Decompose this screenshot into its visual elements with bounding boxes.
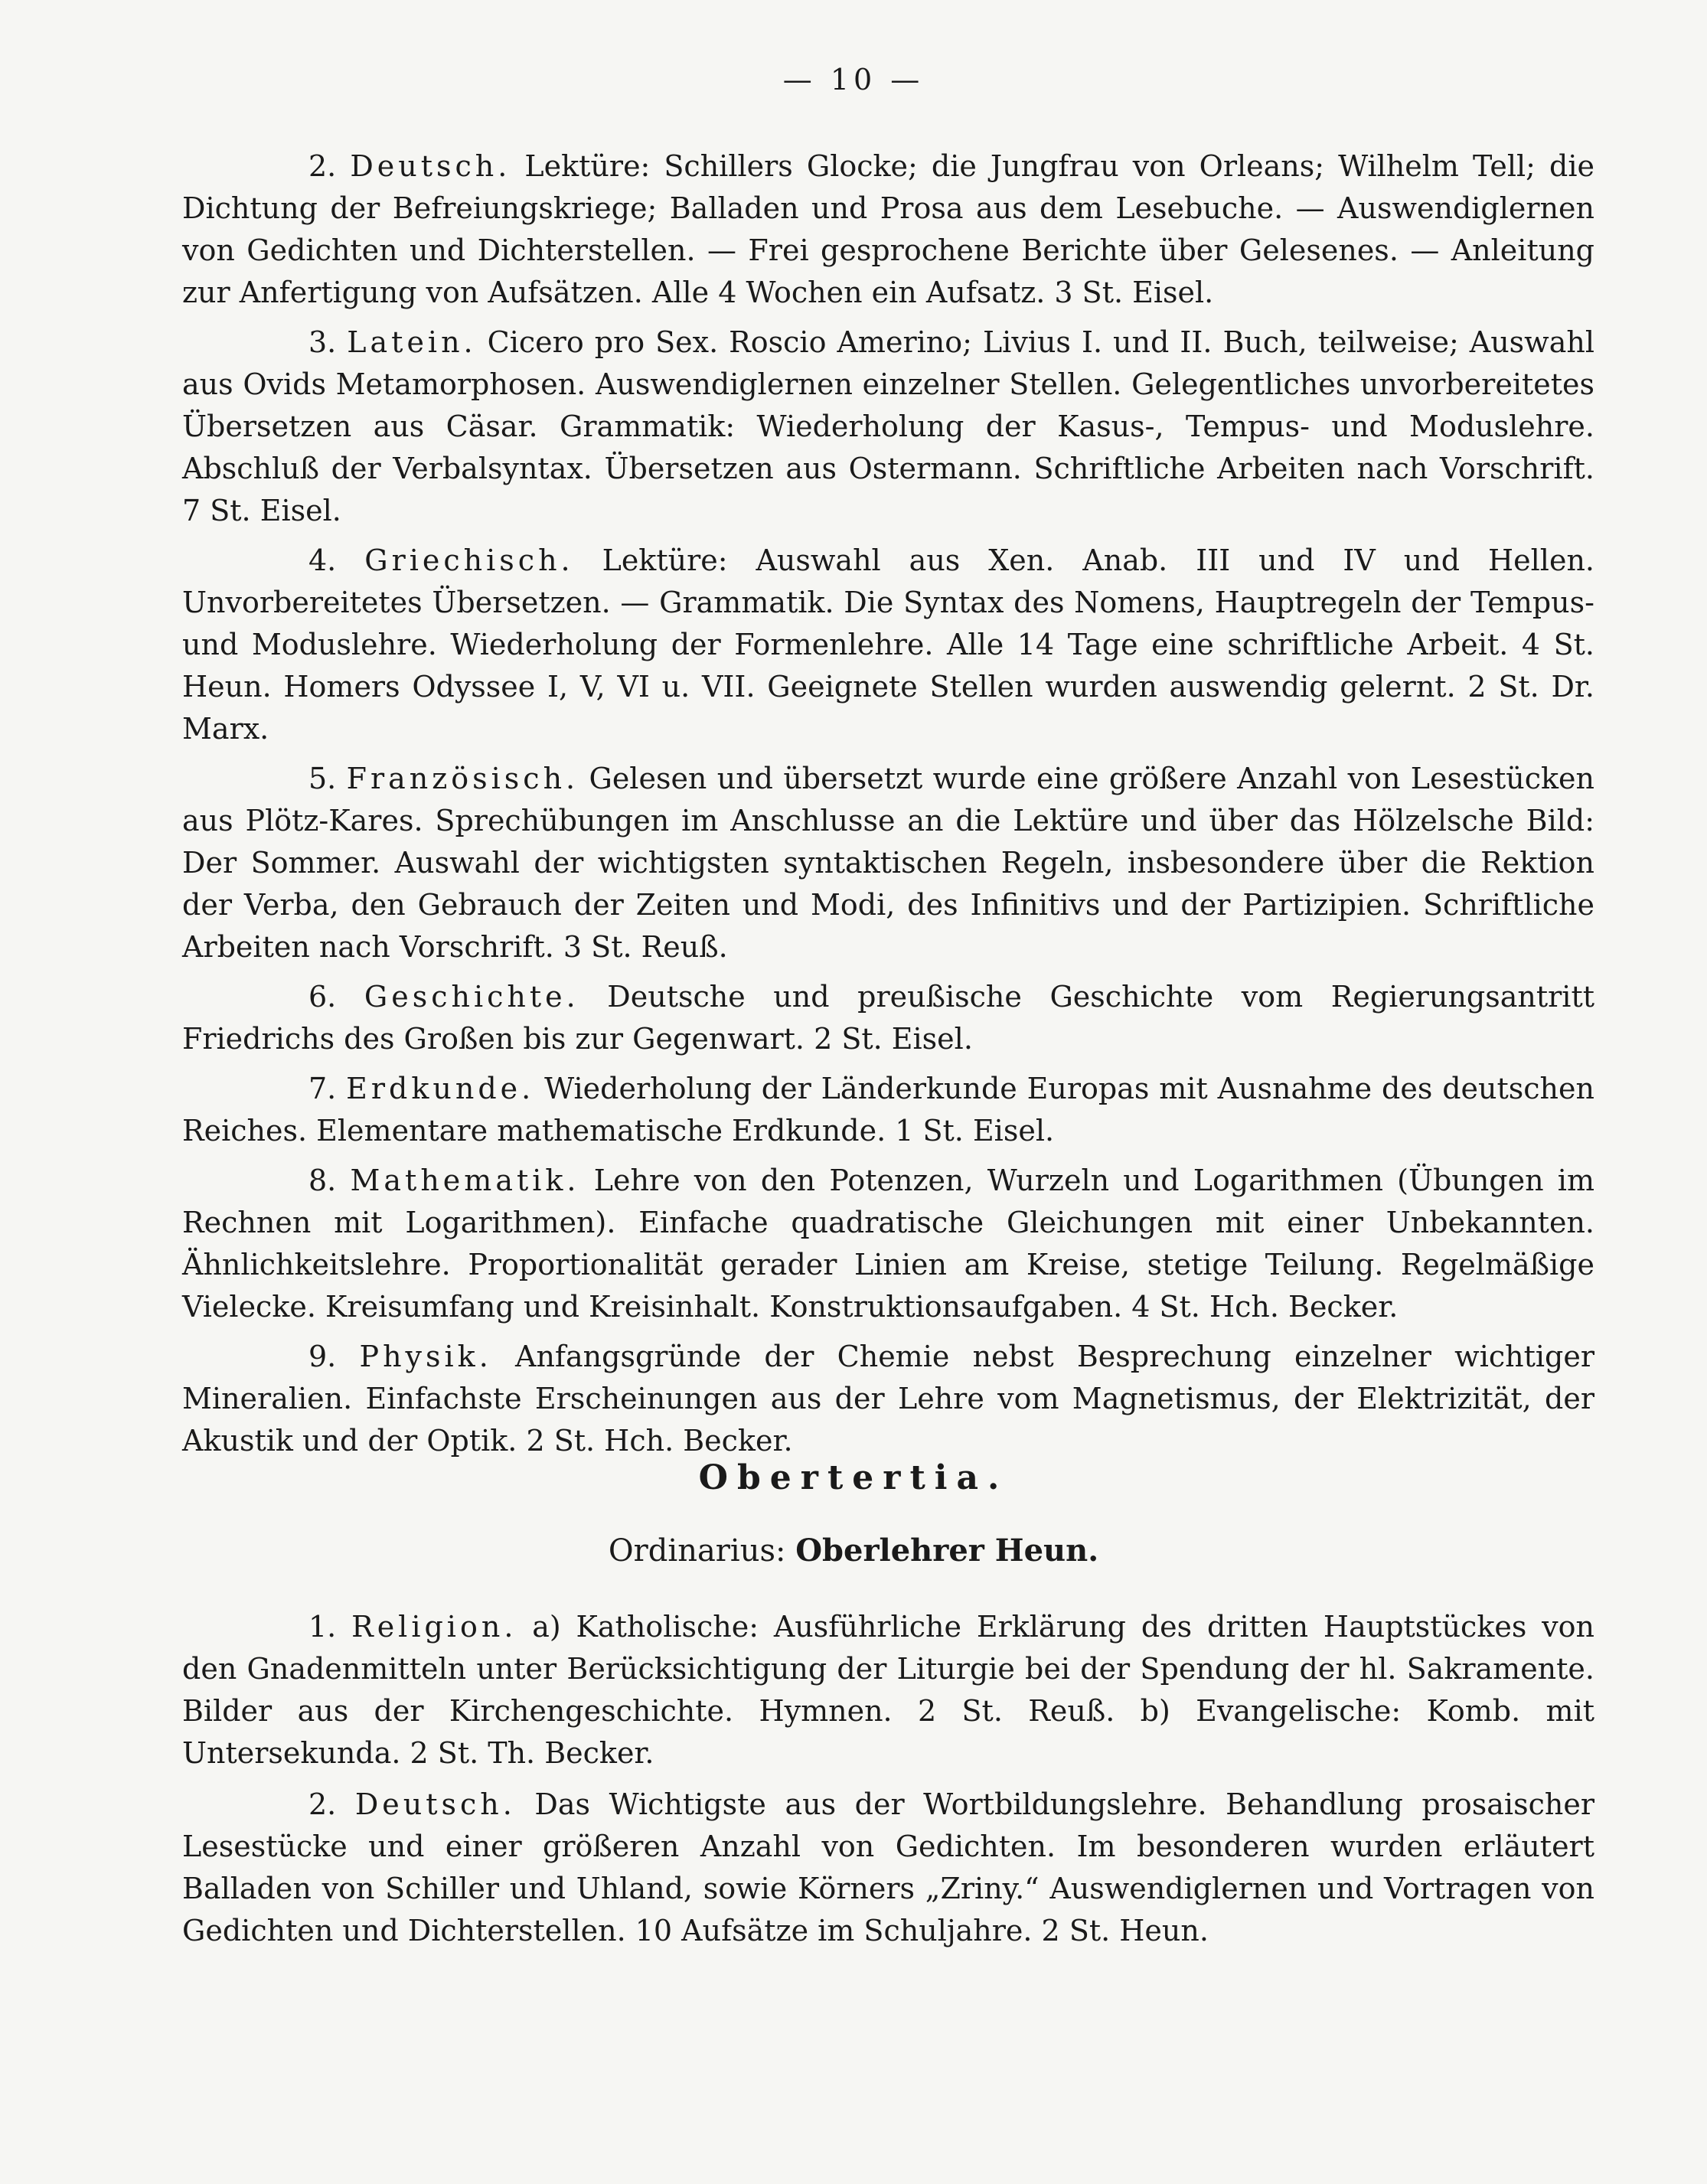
subject-number: 3.	[308, 325, 348, 359]
subject-number: 4.	[308, 544, 365, 577]
subject-text: Anfangsgründe der Chemie nebst Besprechung einzelner wichtiger Mineralien. Einfachste Erscheinungen aus der Lehre vom Magnetismus, der Elektrizität, der Akustik und der Optik. 2 St. Hch. Becker.	[182, 1340, 1594, 1458]
ordinarius-line	[0, 1533, 1707, 1569]
section-title: Obertertia.	[698, 1458, 1009, 1497]
subject-text: Lektüre: Schillers Glocke; die Jungfrau von Orleans; Wilhelm Tell; die Dichtung der Befreiungskriege; Balladen und Prosa aus dem Lesebuche. — Auswendiglernen von Gedichten und Dichterstellen. — Frei gesprochene Berichte über Gelesenes. — Anleitung zur Anfertigung von Aufsätzen. Alle 4 Wochen ein Aufsatz. 3 St. Eisel.	[182, 149, 1594, 309]
subject-number: 7.	[308, 1072, 347, 1105]
subject-paragraph	[182, 1336, 1594, 1462]
subject-paragraph	[182, 1160, 1594, 1328]
subject-name: Geschichte.	[364, 980, 579, 1014]
subject-number: 6.	[308, 980, 364, 1014]
subject-name: Mathematik.	[350, 1164, 580, 1197]
subject-number: 5.	[308, 762, 347, 795]
subject-name: Deutsch.	[354, 1787, 516, 1821]
subject-number: 8.	[308, 1164, 351, 1197]
subject-text: a) Katholische: Ausführliche Erklärung des dritten Hauptstückes von den Gnadenmitteln unter Berücksichtigung der Liturgie bei der Spendung der hl. Sakramente. Bilder aus der Kirchengeschichte. Hymnen. 2 St. Reuß. b) Evangelische: Komb. mit Untersekunda. 2 St. Th. Becker.	[182, 1610, 1594, 1770]
subject-name: Religion.	[351, 1610, 517, 1644]
subject-text: Wiederholung der Länderkunde Europas mit Ausnahme des deutschen Reiches. Elementare mathematische Erdkunde. 1 St. Eisel.	[182, 1072, 1594, 1147]
lower-subject-list	[182, 1606, 1594, 1952]
subject-name: Französisch.	[346, 762, 579, 795]
subject-paragraph	[182, 758, 1594, 968]
subject-name: Deutsch.	[350, 149, 511, 183]
subject-name: Latein.	[347, 325, 477, 359]
ordinarius-label: Ordinarius:	[608, 1533, 786, 1569]
ordinarius-name: Oberlehrer Heun.	[795, 1533, 1099, 1569]
subject-number: 1.	[308, 1610, 352, 1644]
subject-name: Erdkunde.	[346, 1072, 535, 1105]
subject-text: Gelesen und übersetzt wurde eine größere Anzahl von Lesestücken aus Plötz-Kares. Sprechübungen im Anschlusse an die Lektüre und über das Hölzelsche Bild: Der Sommer. Auswahl der wichtigsten syntaktischen Regeln, insbesondere über die Rektion der Verba, den Gebrauch der Zeiten und Modi, des Infinitivs und der Partizipien. Schriftliche Arbeiten nach Vorschrift. 3 St. Reuß.	[182, 762, 1594, 964]
subject-text: Deutsche und preußische Geschichte vom Regierungsantritt Friedrichs des Großen bis zur Gegenwart. 2 St. Eisel.	[182, 980, 1594, 1056]
subject-paragraph	[182, 540, 1594, 750]
page-number: — 10 —	[782, 63, 925, 96]
subject-number: 9.	[308, 1340, 360, 1373]
subject-name: Griechisch.	[364, 544, 574, 577]
subject-text: Das Wichtigste aus der Wortbildungslehre. Behandlung prosaischer Lesestücke und einer größeren Anzahl von Gedichten. Im besonderen wurden erläutert Balladen von Schiller und Uhland, sowie Körners „Zriny.“ Auswendiglernen und Vortragen von Gedichten und Dichterstellen. 10 Aufsätze im Schuljahre. 2 St. Heun.	[182, 1787, 1594, 1947]
subject-paragraph	[182, 976, 1594, 1060]
subject-text: Lehre von den Potenzen, Wurzeln und Logarithmen (Übungen im Rechnen mit Logarithmen). Einfache quadratische Gleichungen mit einer Unbekannten. Ähnlichkeitslehre. Proportionalität gerader Linien am Kreise, stetige Teilung. Regelmäßige Vielecke. Kreisumfang und Kreisinhalt. Konstruktionsaufgaben. 4 St. Hch. Becker.	[182, 1164, 1594, 1324]
subject-number: 2.	[308, 1787, 355, 1821]
subject-paragraph	[182, 145, 1594, 314]
upper-subject-list	[182, 145, 1594, 1462]
subject-paragraph	[182, 1606, 1594, 1774]
subject-paragraph	[182, 1068, 1594, 1152]
subject-text: Lektüre: Auswahl aus Xen. Anab. III und IV und Hellen. Unvorbereitetes Übersetzen. — Grammatik. Die Syntax des Nomens, Hauptregeln der Tempus- und Moduslehre. Wiederholung der Formenlehre. Alle 14 Tage eine schriftliche Arbeit. 4 St. Heun. Homers Odyssee I, V, VI u. VII. Geeignete Stellen wurden auswendig gelernt. 2 St. Dr. Marx.	[182, 544, 1595, 746]
subject-text: Cicero pro Sex. Roscio Amerino; Livius I. und II. Buch, teilweise; Auswahl aus Ovids Metamorphosen. Auswendiglernen einzelner Stellen. Gelegentliches unvorbereitetes Übersetzen aus Cäsar. Grammatik: Wiederholung der Kasus-, Tempus- und Moduslehre. Abschluß der Verbalsyntax. Übersetzen aus Ostermann. Schriftliche Arbeiten nach Vorschrift. 7 St. Eisel.	[182, 325, 1594, 527]
subject-number: 2.	[308, 149, 351, 183]
subject-name: Physik.	[359, 1340, 492, 1373]
subject-paragraph	[182, 322, 1594, 532]
subject-paragraph	[182, 1784, 1594, 1952]
